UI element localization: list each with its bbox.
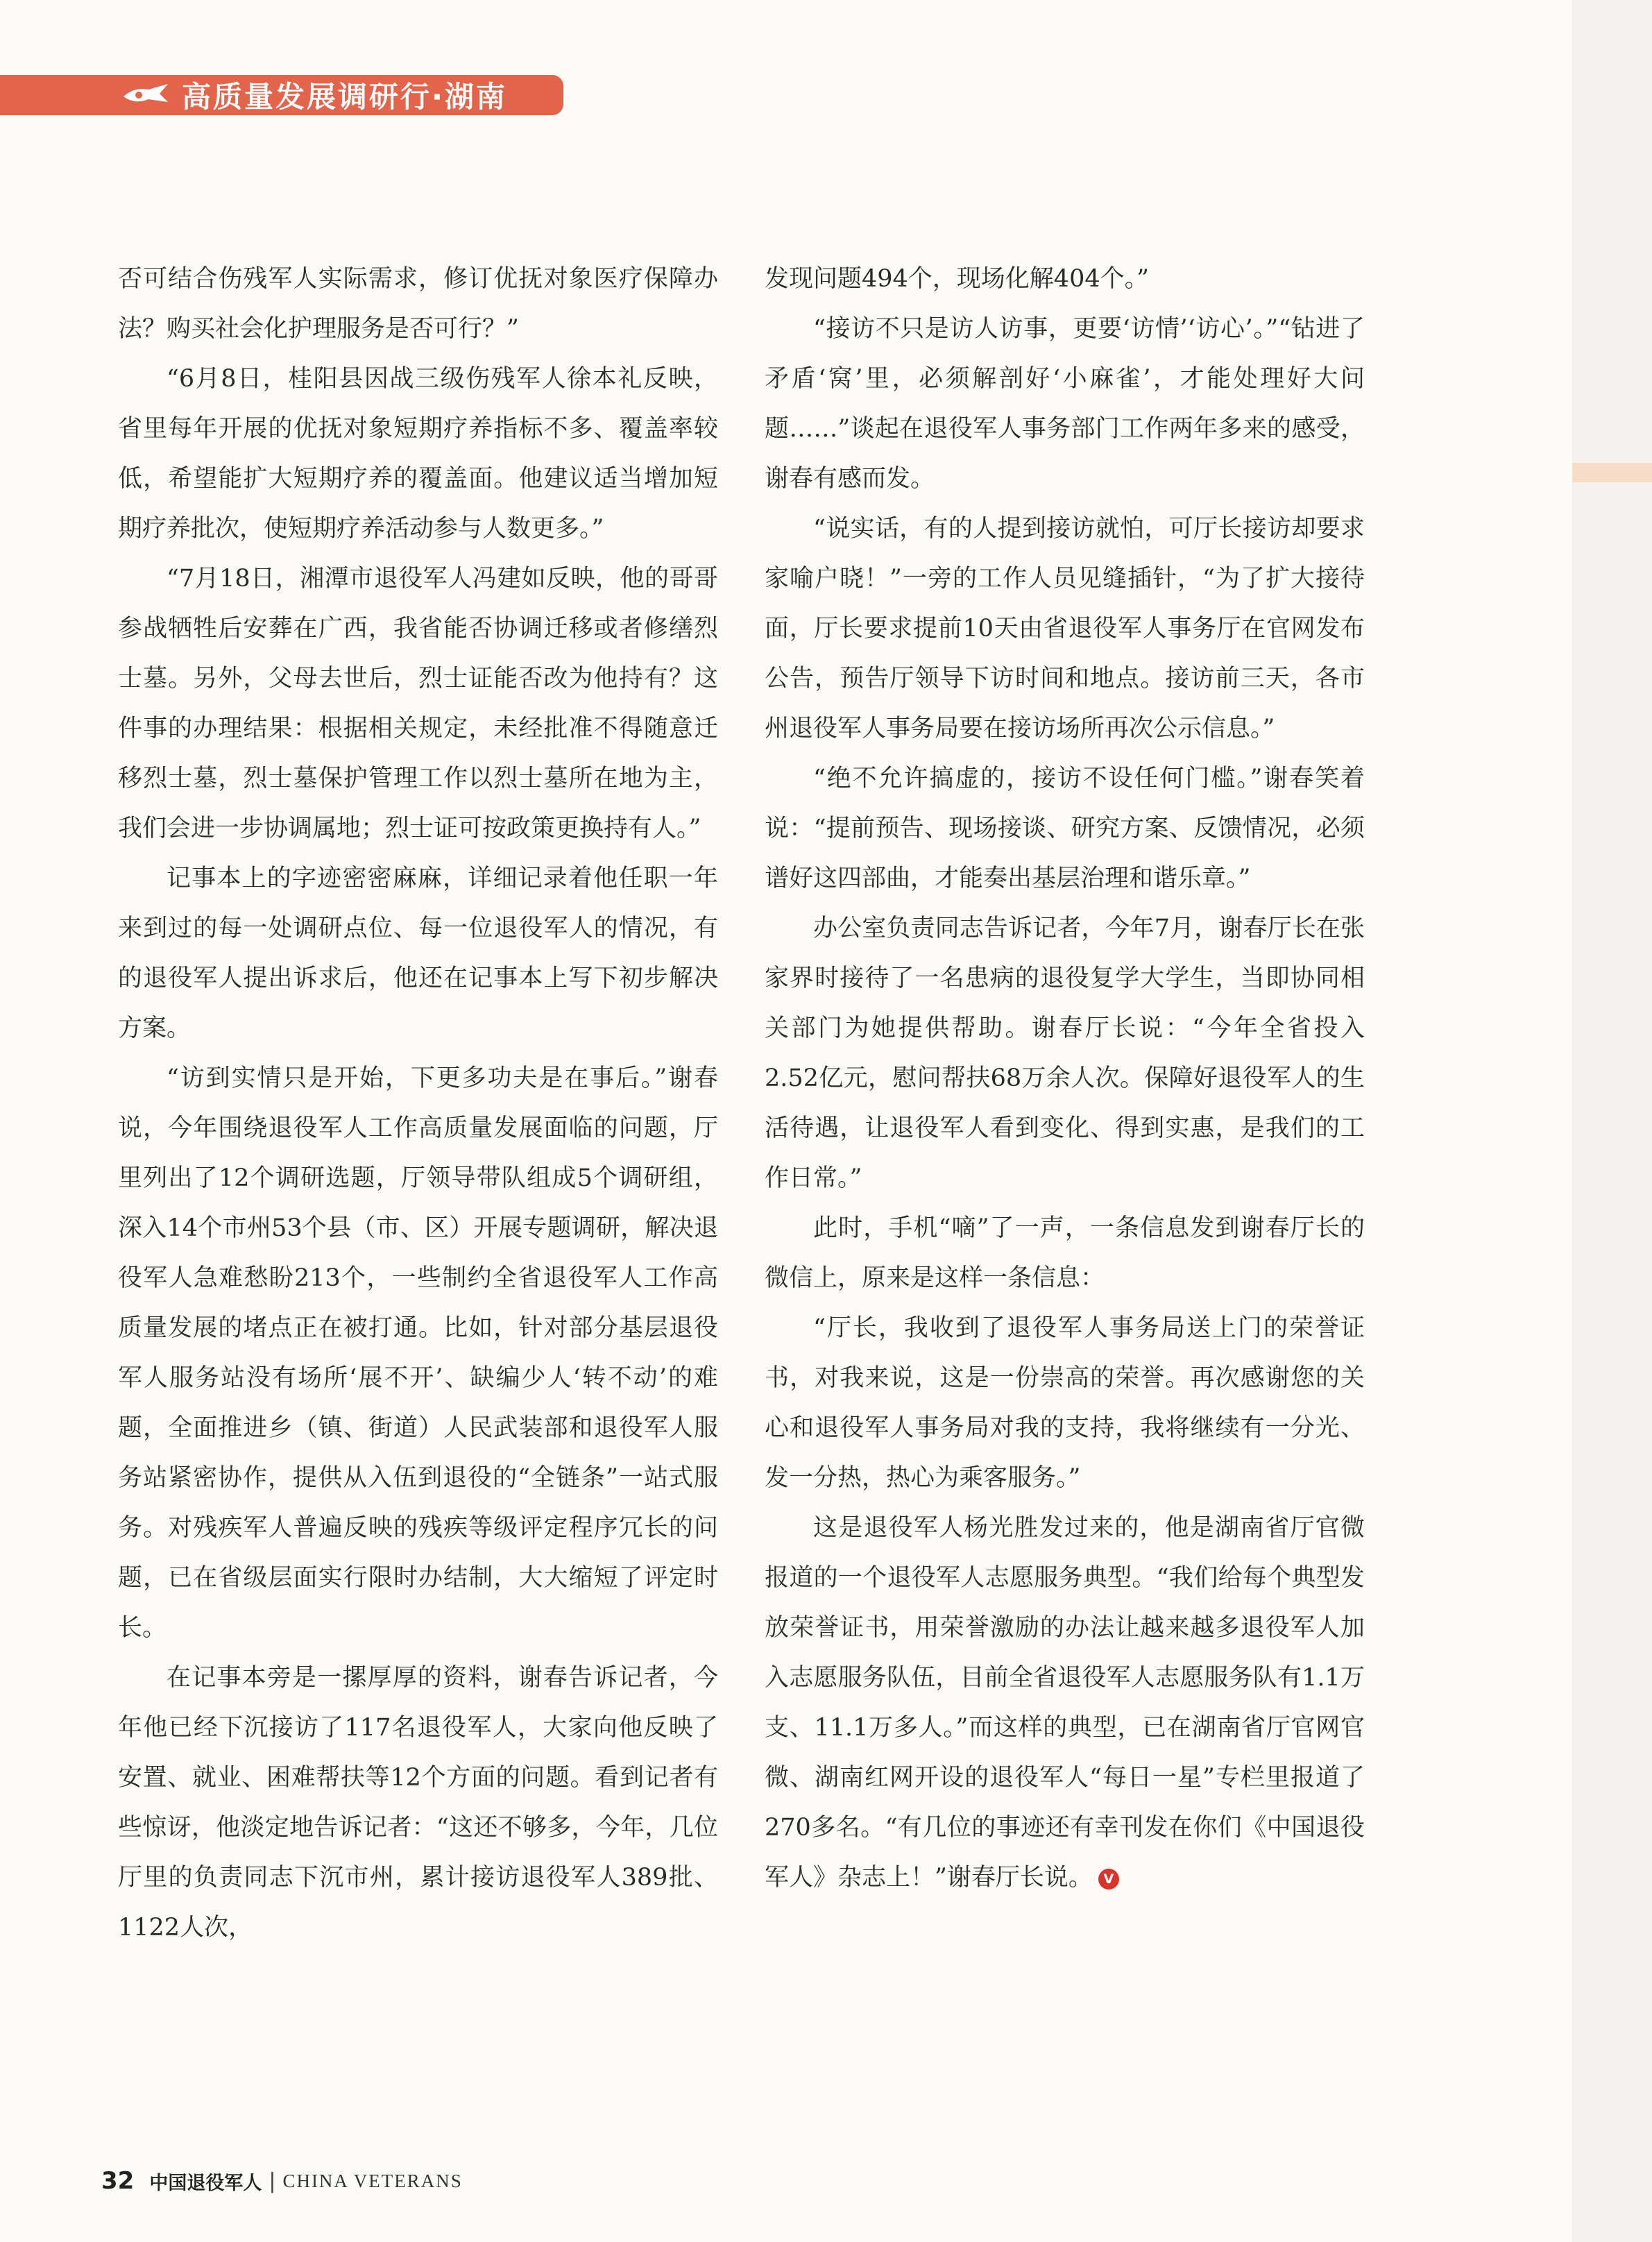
footer-separator: |: [269, 2168, 276, 2193]
paragraph: “厅长，我收到了退役军人事务局送上门的荣誉证书，对我来说，这是一份崇高的荣誉。再次感谢您的关心和退役军人事务局对我的支持，我将继续有一分光、发一分热，热心为乘客服务。”: [765, 1314, 1365, 1492]
last-paragraph: [765, 1503, 1365, 1903]
paragraph-text: 这是退役军人杨光胜发过来的，他是湖南省厅官微报道的一个退役军人志愿服务典型。“我们给每个典型发放荣誉证书，用荣誉激励的办法让越来越多退役军人加入志愿服务队伍，目前全省退役军人志愿服务队有1.1万支、11.1万多人。”而这样的典型，已在湖南省厅官网官微、湖南红网开设的退役军人“每日一星”专栏里报道了270多名。“有几位的事迹还有幸刊发在你们《中国退役军人》杂志上！”谢春厅长说。: [765, 1514, 1365, 1892]
paragraph: 办公室负责同志告诉记者，今年7月，谢春厅长在张家界时接待了一名患病的退役复学大学生，当即协同相关部门为她提供帮助。谢春厅长说：“今年全省投入2.52亿元，慰问帮扶68万余人次。保障好退役军人的生活待遇，让退役军人看到变化、得到实惠，是我们的工作日常。”: [765, 915, 1365, 1192]
magazine-name-en: CHINA VETERANS: [282, 2170, 463, 2191]
paragraph: “绝不允许搞虚的，接访不设任何门槛。”谢春笑着说：“提前预告、现场接谈、研究方案、反馈情况，必须谱好这四部曲，才能奏出基层治理和谐乐章。”: [765, 765, 1365, 892]
left-column: [118, 254, 718, 1953]
section-logo-icon: [121, 81, 171, 109]
side-tab-marker: [1572, 463, 1652, 482]
page-gutter: [1572, 0, 1652, 2242]
paragraph: 否可结合伤残军人实际需求，修订优抚对象医疗保障办法？购买社会化护理服务是否可行？”: [118, 265, 718, 343]
paragraph: “接访不只是访人访事，更要‘访情’‘访心’。”“钻进了矛盾‘窝’里，必须解剖好‘小麻雀’，才能处理好大问题……”谈起在退役军人事务部门工作两年多来的感受，谢春有感而发。: [765, 315, 1365, 493]
paragraph: 记事本上的字迹密密麻麻，详细记录着他任职一年来到过的每一处调研点位、每一位退役军人的情况，有的退役军人提出诉求后，他还在记事本上写下初步解决方案。: [118, 865, 718, 1042]
end-mark-icon: V: [1098, 1869, 1119, 1889]
paragraph: 在记事本旁是一摞厚厚的资料，谢春告诉记者，今年他已经下沉接访了117名退役军人，大家向他反映了安置、就业、困难帮扶等12个方面的问题。看到记者有些惊讶，他淡定地告诉记者：“这还不够多，今年，几位厅里的负责同志下沉市州，累计接访退役军人389批、1122人次，: [118, 1664, 718, 1942]
paragraph: 此时，手机“嘀”了一声，一条信息发到谢春厅长的微信上，原来是这样一条信息：: [765, 1214, 1365, 1292]
section-header: [0, 75, 563, 115]
right-column: [765, 254, 1365, 1903]
paragraph: “7月18日，湘潭市退役军人冯建如反映，他的哥哥参战牺牲后安葬在广西，我省能否协调迁移或者修缮烈士墓。另外，父母去世后，烈士证能否改为他持有？这件事的办理结果：根据相关规定，未经批准不得随意迁移烈士墓，烈士墓保护管理工作以烈士墓所在地为主，我们会进一步协调属地；烈士证可按政策更换持有人。”: [118, 565, 718, 842]
page-number: 32: [101, 2167, 135, 2195]
paragraph: “说实话，有的人提到接访就怕，可厅长接访却要求家喻户晓！”一旁的工作人员见缝插针，“为了扩大接待面，厅长要求提前10天由省退役军人事务厅在官网发布公告，预告厅领导下访时间和地点。接访前三天，各市州退役军人事务局要在接访场所再次公示信息。”: [765, 515, 1365, 742]
paragraph: “6月8日，桂阳县因战三级伤残军人徐本礼反映，省里每年开展的优抚对象短期疗养指标不多、覆盖率较低，希望能扩大短期疗养的覆盖面。他建议适当增加短期疗养批次，使短期疗养活动参与人数更多。”: [118, 365, 718, 543]
paragraph: 发现问题494个，现场化解404个。”: [765, 265, 1150, 293]
magazine-name: 中国退役军人: [149, 2172, 262, 2194]
section-title: 高质量发展调研行·湖南: [182, 80, 507, 114]
paragraph: “访到实情只是开始，下更多功夫是在事后。”谢春说，今年围绕退役军人工作高质量发展面临的问题，厅里列出了12个调研选题，厅领导带队组成5个调研组，深入14个市州53个县（市、区）开展专题调研，解决退役军人急难愁盼213个，一些制约全省退役军人工作高质量发展的堵点正在被打通。比如，针对部分基层退役军人服务站没有场所‘展不开’、缺编少人‘转不动’的难题，全面推进乡（镇、街道）人民武装部和退役军人服务站紧密协作，提供从入伍到退役的“全链条”一站式服务。对残疾军人普遍反映的残疾等级评定程序冗长的问题，已在省级层面实行限时办结制，大大缩短了评定时长。: [118, 1064, 718, 1642]
page-footer: [101, 2164, 463, 2198]
